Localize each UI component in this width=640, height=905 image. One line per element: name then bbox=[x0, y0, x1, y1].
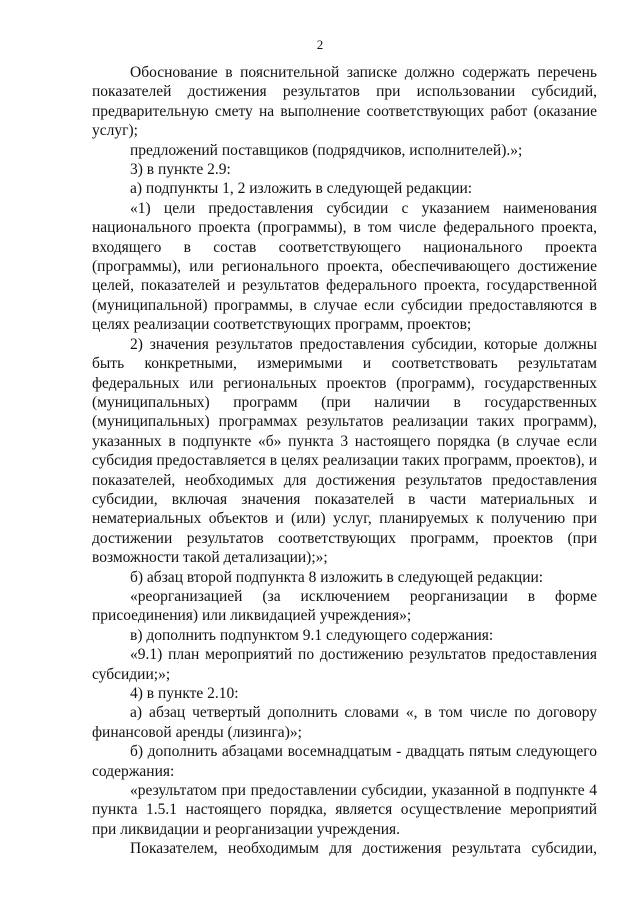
paragraph: а) абзац четвертый дополнить словами «, в том числе по договору финансовой аренды (лизинга)»; bbox=[92, 704, 597, 741]
paragraph: 4) в пункте 2.10: bbox=[130, 685, 239, 702]
paragraph: «1) цели предоставления субсидии с указанием наименования национального проекта (программы), в том числе федерального проекта, входящего в состав соответствующего национального проекта (программы), или регионального проекта, обеспечивающего достижение целей, показателей и результатов федерального проекта, государственной (муниципальной) программы, в случае если субсидии предоставляются в целях реализации соответствующих программ, проектов; bbox=[92, 199, 597, 334]
paragraph: б) абзац второй подпункта 8 изложить в следующей редакции: bbox=[130, 568, 544, 586]
paragraph: б) дополнить абзацами восемнадцатым - двадцать пятым следующего содержания: bbox=[92, 743, 597, 780]
paragraph: в) дополнить подпунктом 9.1 следующего содержания: bbox=[130, 626, 494, 644]
paragraph: Обоснование в пояснительной записке должно содержать перечень показателей достижения результатов при использовании субсидий, предварительную смету на выполнение соответствующих работ (оказание услуг); bbox=[92, 64, 597, 140]
paragraph: «результатом при предоставлении субсидии, указанной в подпункте 4 пункта 1.5.1 настоящего порядка, является осуществление мероприятий при ликвидации и реорганизации учреждения. bbox=[92, 782, 597, 838]
paragraph: 3) в пункте 2.9: bbox=[130, 161, 231, 179]
paragraph: Показателем, необходимым для достижения результата субсидии, bbox=[130, 840, 597, 858]
paragraph: предложений поставщиков (подрядчиков, исполнителей).»; bbox=[130, 141, 523, 159]
paragraph: 2) значения результатов предоставления субсидии, которые должны быть конкретными, измеримыми и соответствовать результатам федеральных или региональных проектов (программ), государственных (муниципальных) программ (при наличии в государственных (муниципальных) программах результатов реализации таких программ), указанных в подпункте «б» пункта 3 настоящего порядка (в случае если субсидия предоставляется в целях реализации таких программ, проектов), и показателей, необходимых для достижения результатов предоставления субсидии, включая значения показателей в части материальных и нематериальных объектов и (или) услуг, планируемых к получению при достижении результатов соответствующих программ, проектов (при возможности такой детализации);»; bbox=[92, 335, 597, 567]
document-body bbox=[92, 63, 597, 859]
paragraph: а) подпункты 1, 2 изложить в следующей редакции: bbox=[130, 180, 473, 198]
page-number: 2 bbox=[316, 37, 324, 52]
paragraph: «9.1) план мероприятий по достижению результатов предоставления субсидии;»; bbox=[92, 646, 597, 683]
paragraph: «реорганизацией (за исключением реорганизации в форме присоединения) или ликвидацией учреждения»; bbox=[92, 587, 597, 625]
